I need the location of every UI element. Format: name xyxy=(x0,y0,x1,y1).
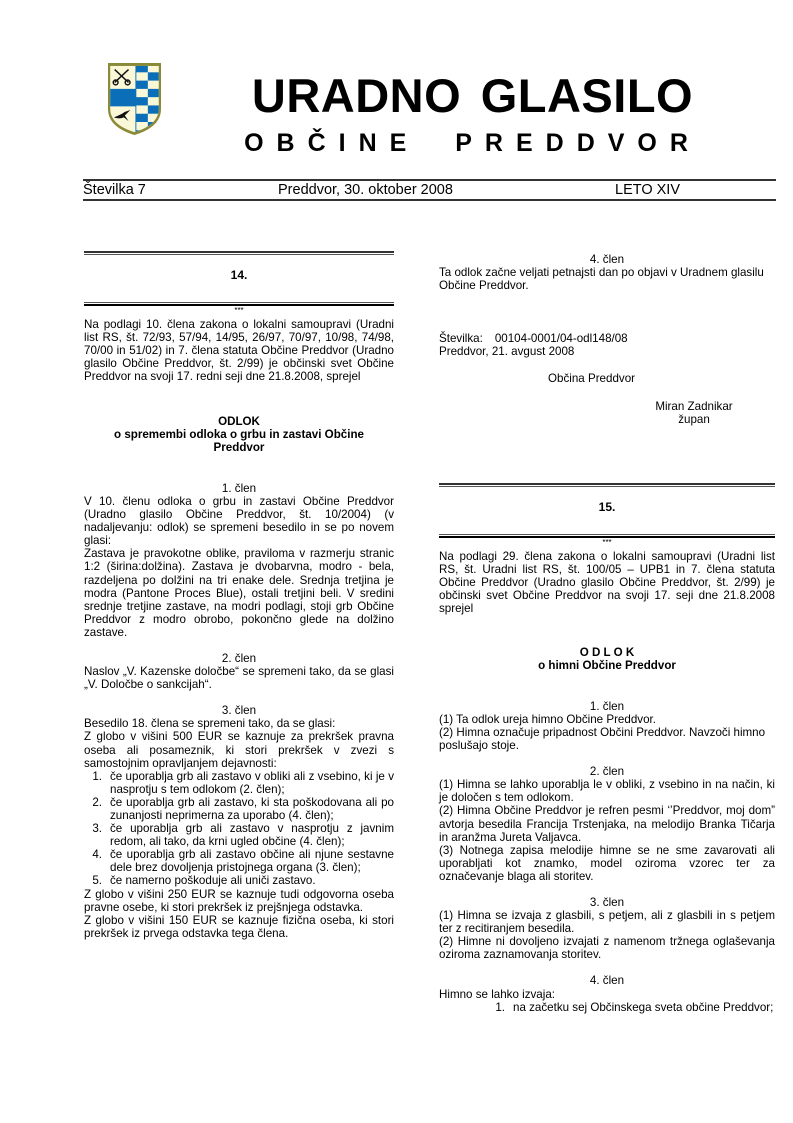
signatory-role: župan xyxy=(678,412,710,426)
article-heading: 2. člen xyxy=(589,765,625,779)
performance-list xyxy=(439,1001,775,1014)
article-paragraph: (1) Ta odlok ureja himno Občine Preddvor. xyxy=(439,712,656,726)
stars-divider: *** xyxy=(234,306,244,316)
article-paragraph: Ta odlok začne veljati petnajsti dan po objavi v Uradnem glasilu Občine Preddvor. xyxy=(439,266,764,293)
list-item-number: 1. xyxy=(92,769,102,783)
list-item-number: 3. xyxy=(92,822,102,836)
article-paragraph: (1) Himna se lahko uporablja le v obliki, z vsebino in na način, ki je določen s tem odlokom. xyxy=(439,778,775,805)
coat-of-arms-logo xyxy=(106,61,163,137)
list-item xyxy=(84,770,394,796)
list-item-text: če namerno poškoduje ali uniči zastavo. xyxy=(110,874,316,888)
article-heading: 1. člen xyxy=(221,481,257,495)
preamble-text: Na podlagi 29. člena zakona o lokalni samoupravi (Uradni list RS, št. Uradni list RS, št. 100/05 – UPB1 in 7. člena statuta Občine Preddvor (Uradno glasilo Občine Preddvor, št. 2/99) je občinski svet Občine Preddvor na svoji 17. seji dne 21.8.2008 sprejel xyxy=(439,550,775,616)
article-paragraph: Besedilo 18. člena se spremeni tako, da se glasi: xyxy=(84,717,336,731)
signature-place-date: Preddvor, 21. avgust 2008 xyxy=(439,345,575,359)
article-paragraph: Z globo v višini 150 EUR se kaznuje fizična oseba, ki stori prekršek iz prvega odstavka tega člena. xyxy=(84,913,394,940)
list-item xyxy=(84,848,394,874)
article-paragraph: (1) Himna se izvaja z glasbili, s petjem, ali z glasbili in s petjem ter z recitiranjem besedila. xyxy=(439,909,775,936)
list-item-number: 5. xyxy=(92,874,102,888)
list-item xyxy=(483,1001,775,1014)
article-paragraph: Z globo v višini 250 EUR se kaznuje tudi odgovorna oseba pravne osebe, ki stori prekršek iz prejšnjega odstavka. xyxy=(84,887,394,914)
document-number-label: Številka: xyxy=(439,332,483,346)
article-paragraph: Naslov „V. Kazenske določbe“ se spremeni tako, da se glasi „V. Določbe o sankcijah“. xyxy=(84,665,394,692)
article-paragraph: (2) Himna označuje pripadnost Občini Preddvor. Navzoči himno poslušajo stoje. xyxy=(439,725,766,753)
list-item-text: če uporablja grb ali zastavo občine ali njune sestavne dele brez dovoljenja pristojnega organa (3. člen); xyxy=(110,848,394,875)
list-item xyxy=(84,796,394,822)
offense-list xyxy=(84,770,394,888)
section-number: 14. xyxy=(230,268,248,282)
section-separator-top xyxy=(84,251,394,255)
document-number-value: 00104-0001/04-odl148/08 xyxy=(494,332,628,346)
list-item-text: na začetku sej Občinskega sveta občine Preddvor; xyxy=(513,1000,774,1014)
article-paragraph: (2) Himna Občine Preddvor je refren pesmi ‘’Preddvor, moj dom” avtorja besedila Francija Trstenjaka, na melodijo Branka Tičarja in aranžma Jureta Valjavca. xyxy=(439,804,775,844)
act-subtitle: o spremembi odloka o grbu in zastavi Občine Preddvor xyxy=(114,427,364,454)
list-item-text: če uporablja grb ali zastavo, ki sta poškodovana ali po zunanjosti neprimerna za uporabo (4. člen); xyxy=(110,795,394,822)
article-paragraph: (3) Notnega zapisa melodije himne se ne sme zavarovati ali uporabljati kot znamko, model oziroma vzorec ter za označevanje blaga ali storitev. xyxy=(439,843,775,883)
act-title: O D L O K xyxy=(579,645,635,659)
article-heading: 1. člen xyxy=(589,699,625,713)
publication-subtitle: OBČINE PREDDVOR xyxy=(244,129,701,157)
issue-number: Številka 7 xyxy=(83,182,146,198)
article-heading: 2. člen xyxy=(221,651,257,665)
signatory-name: Miran Zadnikar xyxy=(655,399,733,413)
section-separator-top xyxy=(439,483,775,487)
signature-institution: Občina Preddvor xyxy=(548,372,635,386)
article-heading: 3. člen xyxy=(221,704,257,718)
header-top-rule xyxy=(83,179,776,181)
article-heading: 4. člen xyxy=(589,253,625,266)
issue-year: LETO XIV xyxy=(615,182,681,198)
article-paragraph: (2) Himne ni dovoljeno izvajati z namenom tržnega oglaševanja oziroma zaznamovanja storitev. xyxy=(439,935,775,962)
right-column xyxy=(439,253,775,426)
stars-divider: *** xyxy=(602,538,612,548)
list-item xyxy=(84,874,394,887)
preamble-text: Na podlagi 10. člena zakona o lokalni samoupravi (Uradni list RS, št. 72/93, 57/94, 14/95, 26/97, 70/97, 10/98, 74/98, 70/00 in 51/02) in 7. člena statuta Občine Preddvor (Uradno glasilo Občine Preddvor, št. 2/99) je občinski svet Občine Preddvor na svoji 17. redni seji dne 21.8.2008, sprejel xyxy=(84,318,394,384)
list-item-number: 1. xyxy=(495,1000,505,1014)
header-bottom-rule xyxy=(83,199,776,201)
section-number: 15. xyxy=(598,500,616,514)
publication-title: URADNO GLASILO xyxy=(251,69,694,122)
left-column xyxy=(84,251,394,940)
article-paragraph: Himno se lahko izvaja: xyxy=(439,987,555,1001)
article-paragraph: Zastava je pravokotne oblike, praviloma v razmerju stranic 1:2 (širina:dolžina). Zastava je dvobarvna, modro - bela, razdeljena po dolžini na tri enake dele. Srednja tretjina je modra (Pantone Proces Blue), ostali tretjini beli. V sredini srednje tretjine zastave, na modri podlagi, stoji grb Občine Preddvor z modro obrobo, pokončno glede na dolžino zastave. xyxy=(84,547,394,639)
issue-place-date: Preddvor, 30. oktober 2008 xyxy=(278,182,453,198)
right-column-section-15 xyxy=(439,483,775,1014)
document-number xyxy=(439,332,775,345)
article-heading: 3. člen xyxy=(589,895,625,909)
act-subtitle: o himni Občine Preddvor xyxy=(538,658,676,672)
article-heading: 4. člen xyxy=(589,974,625,988)
act-title: ODLOK xyxy=(218,414,260,428)
article-paragraph: Z globo v višini 500 EUR se kaznuje za prekršek pravna oseba ali posameznik, ki stori prekršek v zvezi s samostojnim opravljanjem dejavnosti: xyxy=(84,730,394,770)
list-item-text: če uporablja grb ali zastavo v nasprotju z javnim redom, ali tako, da krni ugled občine (4. člen); xyxy=(110,822,394,849)
article-paragraph: V 10. členu odloka o grbu in zastavi Občine Preddvor (Uradno glasilo Občine Preddvor, št. 10/2004) (v nadaljevanju: odlok) se spremeni besedilo in se po novem glasi: xyxy=(84,494,394,548)
list-item-text: če uporablja grb ali zastavo v obliki ali z vsebino, ki je v nasprotju s tem odlokom (2. člen); xyxy=(110,769,394,796)
list-item-number: 2. xyxy=(92,795,102,809)
list-item xyxy=(84,822,394,848)
list-item-number: 4. xyxy=(92,848,102,862)
